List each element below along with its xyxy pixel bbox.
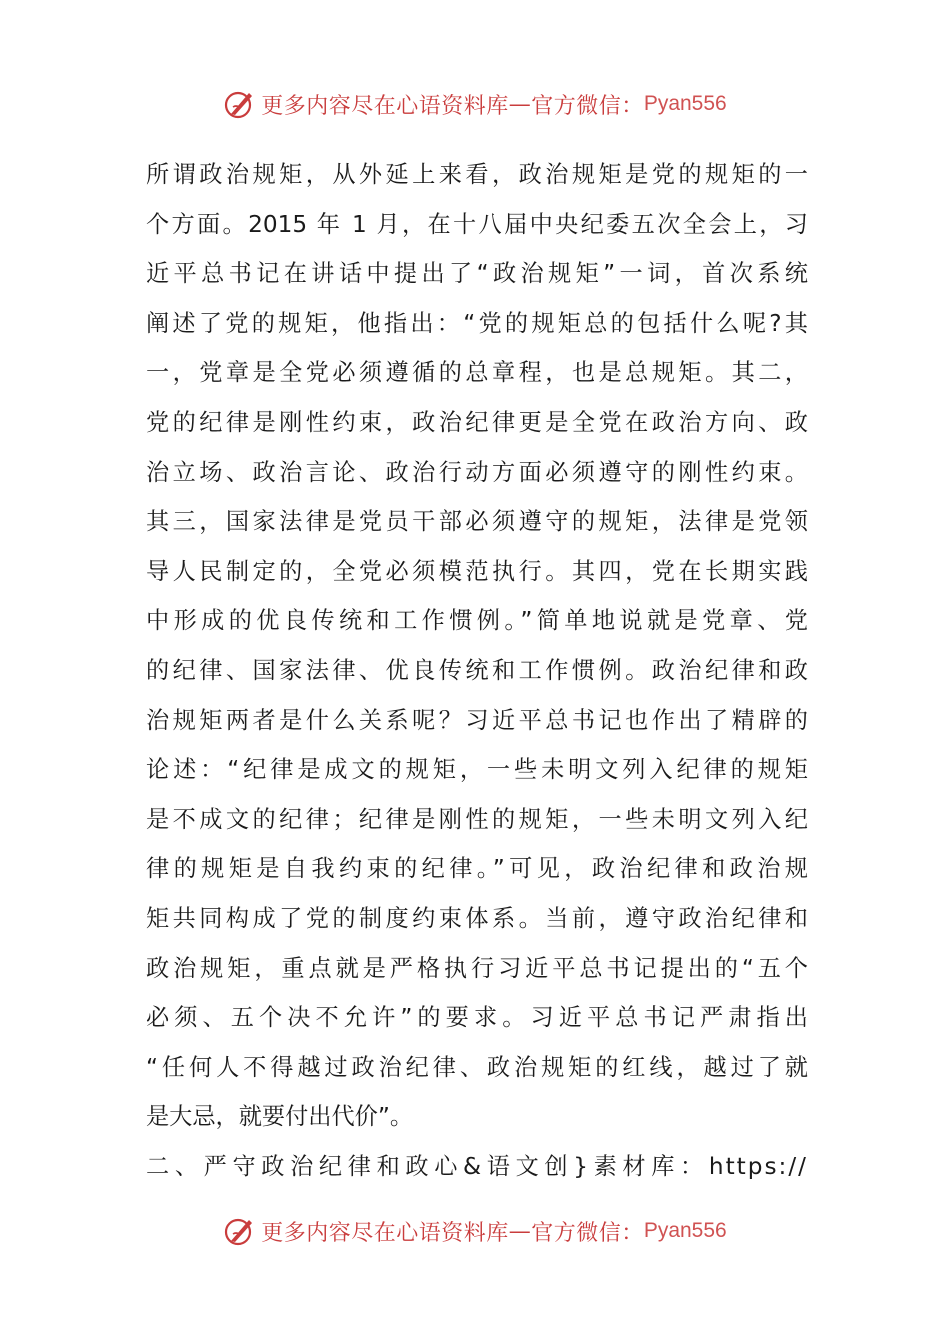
- watermark-title: 更多内容尽在心语资料库: [261, 1220, 509, 1246]
- header-watermark: [0, 84, 950, 124]
- watermark-wechat-id: Pyan556: [643, 1219, 727, 1242]
- body-line: 一，党章是全党必须遵循的总章程，也是总规矩。其二，: [146, 359, 808, 387]
- body-line: 个方面。2015 年 1 月，在十八届中央纪委五次全会上，习: [146, 210, 808, 238]
- watermark-separator: —: [508, 1218, 532, 1244]
- body-line: 律的规矩是自我约束的纪律。”可见，政治纪律和政治规: [146, 855, 808, 883]
- body-line: 中形成的优良传统和工作惯例。”简单地说就是党章、党: [146, 607, 808, 635]
- body-line: 治规矩两者是什么关系呢？习近平总书记也作出了精辟的: [146, 706, 808, 734]
- body-line: 所谓政治规矩，从外延上来看，政治规矩是党的规矩的一: [146, 161, 808, 188]
- body-line: 导人民制定的，全党必须模范执行。其四，党在长期实践: [146, 557, 808, 585]
- body-line: 近平总书记在讲话中提出了“政治规矩”一词，首次系统: [146, 260, 808, 288]
- watermark-wechat-label: 官方微信：: [531, 1220, 644, 1246]
- body-line: 其三，国家法律是党员干部必须遵守的规矩，法律是党领: [146, 508, 808, 536]
- watermark-title: 更多内容尽在心语资料库: [261, 93, 509, 119]
- quill-pen-logo-icon: [223, 1214, 257, 1248]
- watermark-separator: —: [508, 91, 532, 117]
- body-line: 治立场、政治言论、政治行动方面必须遵守的刚性约束。: [146, 458, 808, 486]
- body-text: [146, 150, 808, 1191]
- body-line: 论述：“纪律是成文的规矩，一些未明文列入纪律的规矩: [146, 756, 808, 784]
- watermark-wechat-id: Pyan556: [643, 92, 727, 115]
- body-line: 党的纪律是刚性约束，政治纪律更是全党在政治方向、政: [146, 408, 808, 436]
- body-line: “任何人不得越过政治纪律、政治规矩的红线，越过了就: [146, 1053, 808, 1081]
- section-heading: 二、严守政治纪律和政心&语文创}素材库：https://: [146, 1152, 808, 1180]
- body-line: 是不成文的纪律；纪律是刚性的规矩，一些未明文列入纪: [146, 805, 808, 833]
- body-line: 政治规矩，重点就是严格执行习近平总书记提出的“五个: [146, 954, 808, 982]
- body-line: 的纪律、国家法律、优良传统和工作惯例。政治纪律和政: [146, 656, 808, 684]
- watermark-wechat-label: 官方微信：: [531, 93, 644, 119]
- body-line: 矩共同构成了党的制度约束体系。当前，遵守政治纪律和: [146, 904, 808, 932]
- body-line: 阐述了党的规矩，他指出：“党的规矩总的包括什么呢?其: [146, 309, 808, 337]
- body-line: 是大忌，就要付出代价”。: [146, 1103, 414, 1131]
- body-line: 必须、五个决不允许”的要求。习近平总书记严肃指出: [146, 1004, 808, 1032]
- footer-watermark: [0, 1211, 950, 1251]
- quill-pen-logo-icon: [223, 87, 257, 121]
